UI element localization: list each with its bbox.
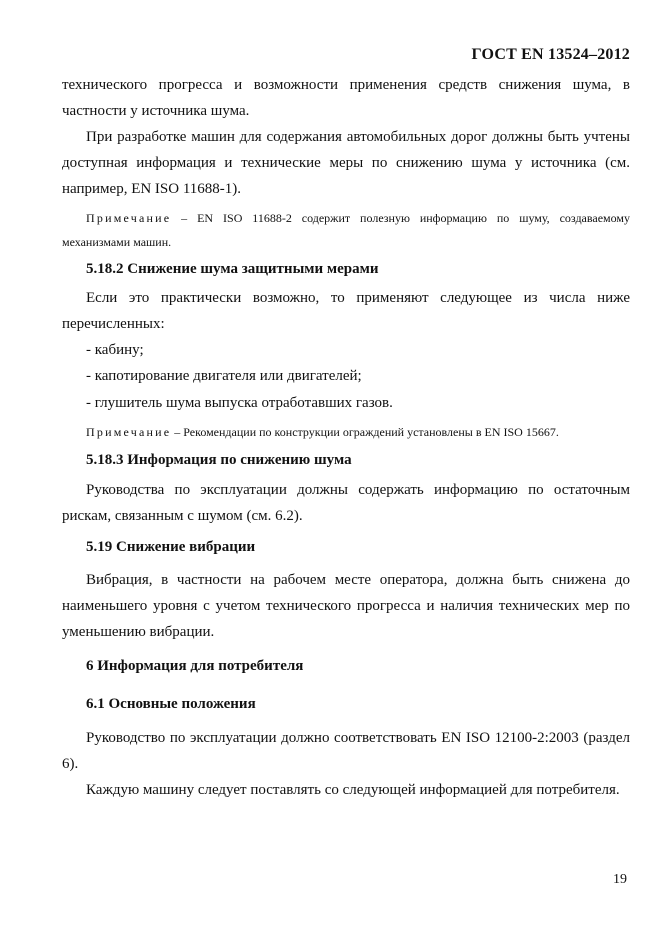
paragraph-supply-info: Каждую машину следует поставлять со следующей информацией для потребителя. <box>86 782 620 798</box>
paragraph-machine-design: При разработке машин для содержания автомобильных дорог должны быть учтены доступная информация и технические меры по снижению шума у источника (см. например, EN ISO 11688-1). <box>62 129 630 197</box>
paragraph-vibration: Вибрация, в частности на рабочем месте оператора, должна быть снижена до наименьшего уровня с учетом технического прогресса и наличия технических мер по уменьшению вибрации. <box>62 572 630 640</box>
note-text: – EN ISO 11688-2 содержит полезную информацию по шуму, создаваемому механизмами машин. <box>62 211 630 249</box>
heading-6-1: 6.1 Основные положения <box>86 696 256 712</box>
document-header: ГОСТ EN 13524–2012 <box>471 46 630 63</box>
paragraph-continuation: технического прогресса и возможности применения средств снижения шума, в частности у источника шума. <box>62 77 630 119</box>
list-item: - капотирование двигателя или двигателей; <box>86 368 362 384</box>
note-text: – Рекомендации по конструкции ограждений установлены в EN ISO 15667. <box>171 425 559 439</box>
note-label: Примечание <box>86 211 172 225</box>
note-iso-15667 <box>62 420 630 444</box>
note-iso-11688-2 <box>62 206 630 254</box>
paragraph-manual: Руководство по эксплуатации должно соответствовать EN ISO 12100-2:2003 (раздел 6). <box>62 730 630 772</box>
note-label: Примечание <box>86 425 172 439</box>
heading-5-19: 5.19 Снижение вибрации <box>86 539 256 555</box>
heading-5-18-3: 5.18.3 Информация по снижению шума <box>86 452 352 468</box>
paragraph-protective-measures: Если это практически возможно, то применяют следующее из числа ниже перечисленных: <box>62 290 630 332</box>
paragraph-noise-info: Руководства по эксплуатации должны содержать информацию по остаточным рискам, связанным с шумом (см. 6.2). <box>62 482 630 524</box>
heading-6: 6 Информация для потребителя <box>86 658 304 674</box>
page-number: 19 <box>613 872 627 887</box>
heading-5-18-2: 5.18.2 Снижение шума защитными мерами <box>86 261 379 277</box>
list-item: - кабину; <box>86 342 144 358</box>
list-item: - глушитель шума выпуска отработавших газов. <box>86 395 393 411</box>
